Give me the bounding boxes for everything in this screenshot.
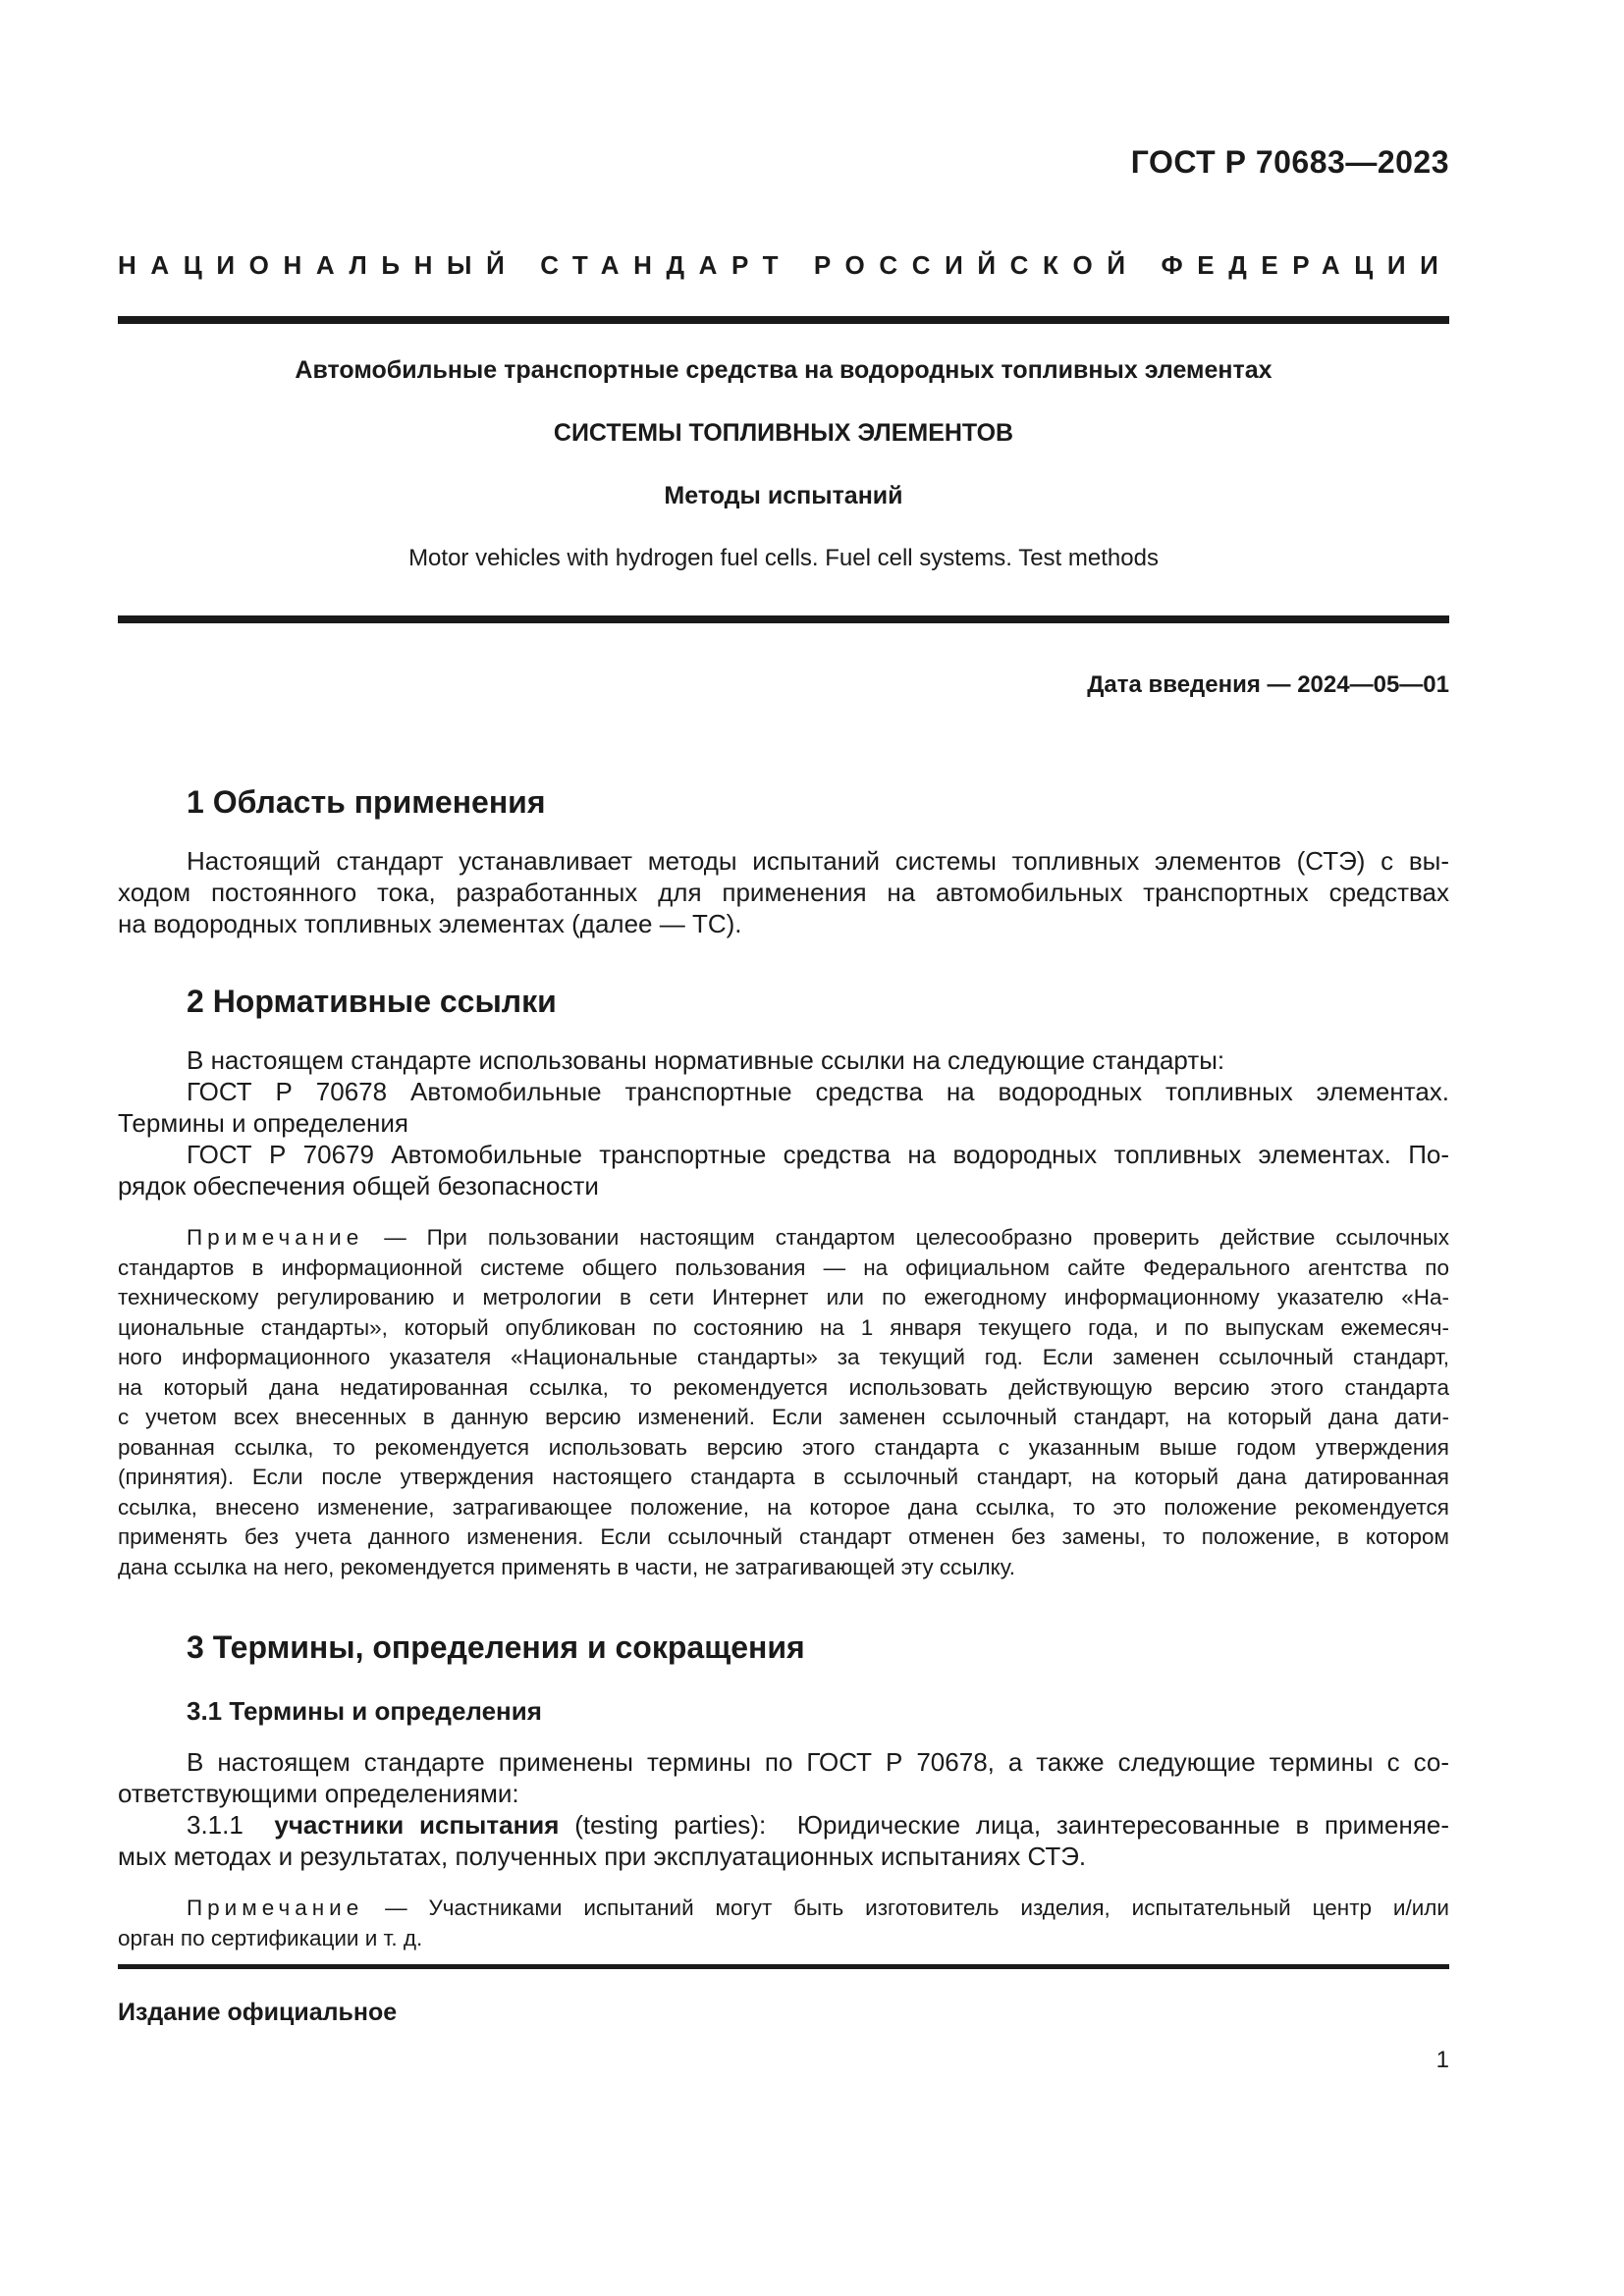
text-line: Настоящий стандарт устанавливает методы испытаний системы топливных элементов (СТЭ) с вы-: [187, 846, 1449, 876]
text-line: В настоящем стандарте использованы нормативные ссылки на следующие стандарты:: [187, 1045, 1225, 1075]
section-3-text: [118, 1746, 1449, 1872]
footer-rule: [118, 1964, 1449, 1969]
section-3-1-heading: 3.1 Термины и определения: [187, 1696, 542, 1726]
section-1-text: [118, 845, 1449, 939]
title-english: Motor vehicles with hydrogen fuel cells. Fuel cell systems. Test methods: [408, 545, 1159, 571]
official-edition: Издание официальное: [118, 1999, 398, 2026]
text-line: Термины и определения: [118, 1108, 409, 1138]
note-line: (принятия). Если после утверждения настоящего стандарта в ссылочный стандарт, на который дана датированная: [118, 1465, 1449, 1489]
note-line: применять без учета данного изменения. Если ссылочный стандарт отменен без замены, то положение, в котором: [118, 1524, 1449, 1549]
term-name: участники испытания: [274, 1810, 560, 1840]
text-line: ходом постоянного тока, разработанных для применения на автомобильных транспортных средствах: [118, 878, 1449, 907]
note-line: ссылка, внесено изменение, затрагивающее положение, на которое дана ссылка, то это положение рекомендуется: [118, 1494, 1449, 1520]
text-line: В настоящем стандарте применены термины по ГОСТ Р 70678, а также следующие термины с со-: [187, 1747, 1449, 1777]
section-3-heading: 3 Термины, определения и сокращения: [187, 1629, 805, 1665]
top-rule: [118, 316, 1449, 324]
doc-code: ГОСТ Р 70683—2023: [1130, 144, 1449, 180]
note-line: орган по сертификации и т. д.: [118, 1925, 423, 1950]
note-line: Примечание — При пользовании настоящим стандартом целесообразно проверить действие ссылочных: [187, 1225, 1449, 1250]
national-standard-banner: НАЦИОНАЛЬНЫЙ СТАНДАРТ РОССИЙСКОЙ ФЕДЕРАЦИИ: [118, 250, 1453, 280]
term-line: 3.1.1 участники испытания (testing parties): Юридические лица, заинтересованные в применяе-: [187, 1810, 1450, 1840]
note-line: техническому регулированию и метрологии в сети Интернет или по ежегодному информационному указателю «На-: [118, 1285, 1449, 1309]
introduction-date: Дата введения — 2024—05—01: [1087, 671, 1449, 698]
note-line: на который дана недатированная ссылка, то рекомендуется использовать действующую версию этого стандарта: [118, 1374, 1449, 1400]
note-line: ного информационного указателя «Национальные стандарты» за текущий год. Если заменен ссылочный стандарт,: [118, 1345, 1449, 1369]
text-line: ГОСТ Р 70679 Автомобильные транспортные средства на водородных топливных элементах. По-: [187, 1140, 1449, 1169]
text-line: на водородных топливных элементах (далее — ТС).: [118, 909, 742, 938]
term-line: мых методах и результатах, полученных при эксплуатационных испытаниях СТЭ.: [118, 1842, 1087, 1871]
note-line: рованная ссылка, то рекомендуется использовать версию этого стандарта с указанным выше годом утверждения: [118, 1434, 1449, 1460]
note-label: Примечание: [187, 1896, 364, 1920]
note-line: стандартов в информационной системе общего пользования — на официальном сайте Федерального агентства по: [118, 1255, 1449, 1280]
note-line: циональные стандарты», который опубликован по состоянию на 1 января текущего года, и по выпускам ежемесяч-: [118, 1314, 1449, 1340]
note-line: Примечание — Участниками испытаний могут быть изготовитель изделия, испытательный центр и/или: [187, 1896, 1449, 1920]
title-bottom-rule: [118, 615, 1449, 623]
note-line: дана ссылка на него, рекомендуется применять в части, не затрагивающей эту ссылку.: [118, 1554, 1015, 1579]
title-line-3: Методы испытаний: [664, 482, 903, 509]
title-line-1: Автомобильные транспортные средства на водородных топливных элементах: [295, 356, 1272, 384]
term-english: (testing parties):: [574, 1810, 767, 1840]
section-1-heading: 1 Область применения: [187, 784, 546, 820]
section-3-note: [118, 1894, 1449, 1953]
term-number: 3.1.1: [187, 1810, 244, 1840]
text-line: ГОСТ Р 70678 Автомобильные транспортные средства на водородных топливных элементах.: [187, 1077, 1449, 1106]
note-line: с учетом всех внесенных в данную версию изменений. Если заменен ссылочный стандарт, на который дана дати-: [118, 1405, 1449, 1429]
text-line: рядок обеспечения общей безопасности: [118, 1171, 599, 1201]
section-2-note: [118, 1223, 1449, 1582]
note-label: Примечание: [187, 1225, 364, 1250]
page-number: 1: [1435, 2047, 1449, 2073]
section-2-heading: 2 Нормативные ссылки: [187, 984, 557, 1019]
text-line: ответствующими определениями:: [118, 1779, 519, 1808]
title-line-2: СИСТЕМЫ ТОПЛИВНЫХ ЭЛЕМЕНТОВ: [553, 419, 1014, 447]
section-2-text: [118, 1044, 1449, 1201]
